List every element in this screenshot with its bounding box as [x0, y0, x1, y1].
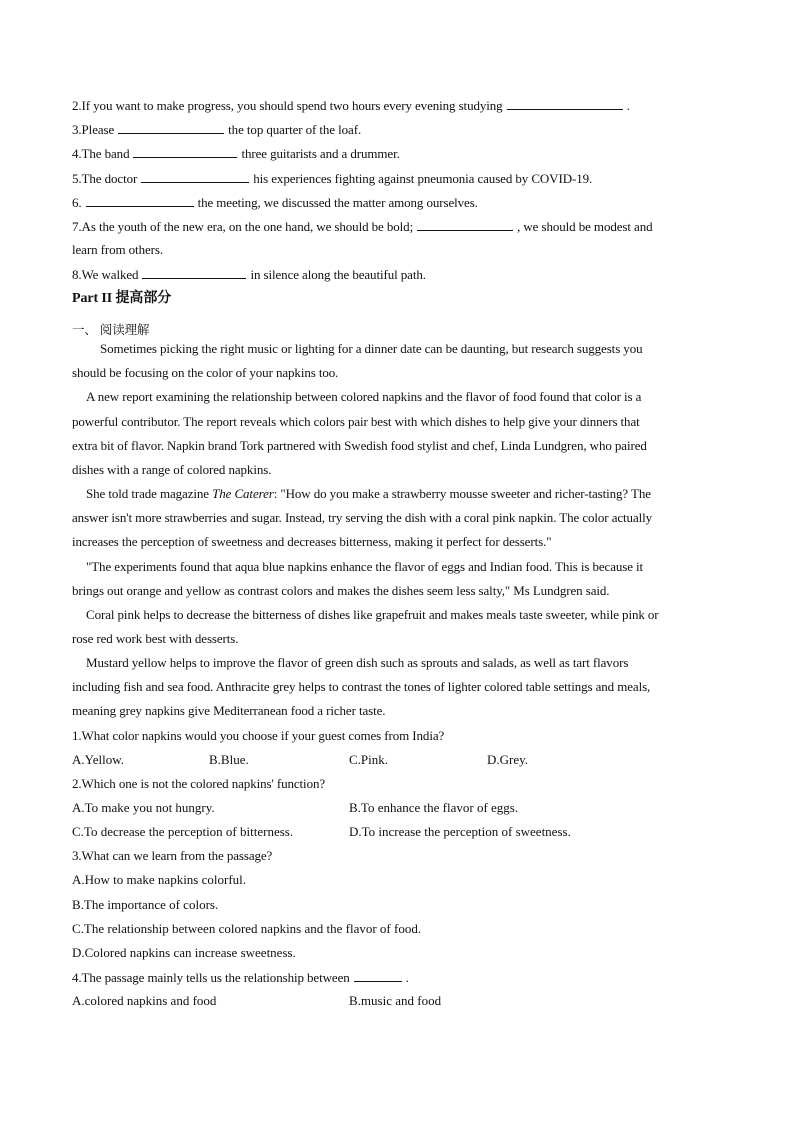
passage-line: including fish and sea food. Anthracite grey helps to contrast the tones of lighter colored table settings and meals, [72, 679, 651, 694]
option-c[interactable]: C.Pink. [349, 752, 389, 767]
sentence-text: 4.The band [72, 146, 130, 161]
answer-blank[interactable] [354, 969, 402, 982]
passage-line: extra bit of flavor. Napkin brand Tork partnered with Swedish food stylist and chef, Linda Lundgren, who paired [72, 438, 647, 453]
sentence-text: 6. [72, 195, 82, 210]
passage-line: should be focusing on the color of your napkins too. [72, 365, 339, 380]
question-text: . [405, 970, 409, 985]
sentence-text: 7.As the youth of the new era, on the one hand, we should be bold; [72, 219, 414, 234]
blank-sentence-8 [72, 266, 426, 283]
option-b[interactable]: B.To enhance the flavor of eggs. [349, 800, 519, 815]
passage-line: A new report examining the relationship between colored napkins and the flavor of food found that color is a [86, 389, 642, 404]
sentence-text: , we should be modest and [517, 219, 653, 234]
sentence-text: the top quarter of the loaf. [228, 122, 362, 137]
passage-line: Mustard yellow helps to improve the flavor of green dish such as sprouts and salads, as well as tart flavors [86, 655, 629, 670]
answer-blank[interactable] [417, 218, 513, 231]
option-b[interactable]: B.The importance of colors. [72, 897, 219, 912]
passage-line: rose red work best with desserts. [72, 631, 239, 646]
passage-line [86, 486, 651, 502]
answer-blank[interactable] [141, 170, 249, 183]
passage-line: "The experiments found that aqua blue napkins enhance the flavor of eggs and Indian food. This is because it [86, 559, 644, 574]
sentence-text: three guitarists and a drummer. [241, 146, 400, 161]
option-a[interactable]: A.Yellow. [72, 752, 125, 767]
passage-line: meaning grey napkins give Mediterranean food a richer taste. [72, 703, 386, 718]
blank-sentence-4 [72, 145, 400, 162]
option-c[interactable]: C.The relationship between colored napkins and the flavor of food. [72, 921, 422, 936]
option-d[interactable]: D.Grey. [487, 752, 529, 767]
sentence-text: 2.If you want to make progress, you should spend two hours every evening studying [72, 98, 503, 113]
passage-line: brings out orange and yellow as contrast colors and makes the dishes seem less salty," Ms Lundgren said. [72, 583, 610, 598]
passage-line: dishes with a range of colored napkins. [72, 462, 272, 477]
option-a[interactable]: A.colored napkins and food [72, 993, 217, 1008]
blank-sentence-7-continued: learn from others. [72, 242, 163, 257]
question-text: 4.The passage mainly tells us the relationship between [72, 970, 350, 985]
passage-line: Coral pink helps to decrease the bitterness of dishes like grapefruit and makes meals taste sweeter, while pink or [86, 607, 659, 622]
answer-blank[interactable] [86, 194, 194, 207]
option-b[interactable]: B.music and food [349, 993, 442, 1008]
sentence-text: . [626, 98, 630, 113]
blank-sentence-3 [72, 121, 361, 138]
sentence-text: in silence along the beautiful path. [250, 267, 426, 282]
sentence-text: 8.We walked [72, 267, 139, 282]
answer-blank[interactable] [133, 145, 237, 158]
question-stem [72, 969, 409, 986]
sentence-text: 3.Please [72, 122, 115, 137]
passage-line: Sometimes picking the right music or lighting for a dinner date can be daunting, but research suggests you [100, 341, 643, 356]
option-b[interactable]: B.Blue. [209, 752, 249, 767]
answer-blank[interactable] [118, 121, 224, 134]
passage-line: powerful contributor. The report reveals which colors pair best with which dishes to help give your dinners that [72, 414, 640, 429]
sentence-text: 5.The doctor [72, 171, 138, 186]
question-stem: 2.Which one is not the colored napkins' function? [72, 776, 326, 791]
passage-line: answer isn't more strawberries and sugar. Instead, try serving the dish with a coral pink napkin. The color actually [72, 510, 653, 525]
answer-blank[interactable] [507, 97, 623, 110]
option-d[interactable]: D.To increase the perception of sweetness. [349, 824, 571, 839]
part-heading: Part II 提高部分 [72, 291, 172, 306]
option-a[interactable]: A.To make you not hungry. [72, 800, 215, 815]
blank-sentence-6 [72, 194, 478, 211]
sentence-text: the meeting, we discussed the matter among ourselves. [197, 195, 478, 210]
passage-text: She told trade magazine [86, 486, 213, 501]
question-stem: 1.What color napkins would you choose if your guest comes from India? [72, 728, 445, 743]
blank-sentence-2 [72, 97, 630, 114]
blank-sentence-5 [72, 170, 592, 187]
answer-blank[interactable] [142, 266, 246, 279]
section-heading: 一、 阅读理解 [72, 323, 150, 337]
question-stem: 3.What can we learn from the passage? [72, 848, 273, 863]
option-a[interactable]: A.How to make napkins colorful. [72, 872, 247, 887]
passage-line: increases the perception of sweetness and decreases bitterness, making it perfect for desserts." [72, 534, 552, 549]
option-c[interactable]: C.To decrease the perception of bitterness. [72, 824, 294, 839]
sentence-text: his experiences fighting against pneumonia caused by COVID-19. [253, 171, 593, 186]
magazine-title: The Caterer [212, 486, 274, 501]
blank-sentence-7 [72, 218, 653, 235]
option-d[interactable]: D.Colored napkins can increase sweetness. [72, 945, 296, 960]
passage-text: : "How do you make a strawberry mousse sweeter and richer-tasting? The [273, 486, 651, 501]
